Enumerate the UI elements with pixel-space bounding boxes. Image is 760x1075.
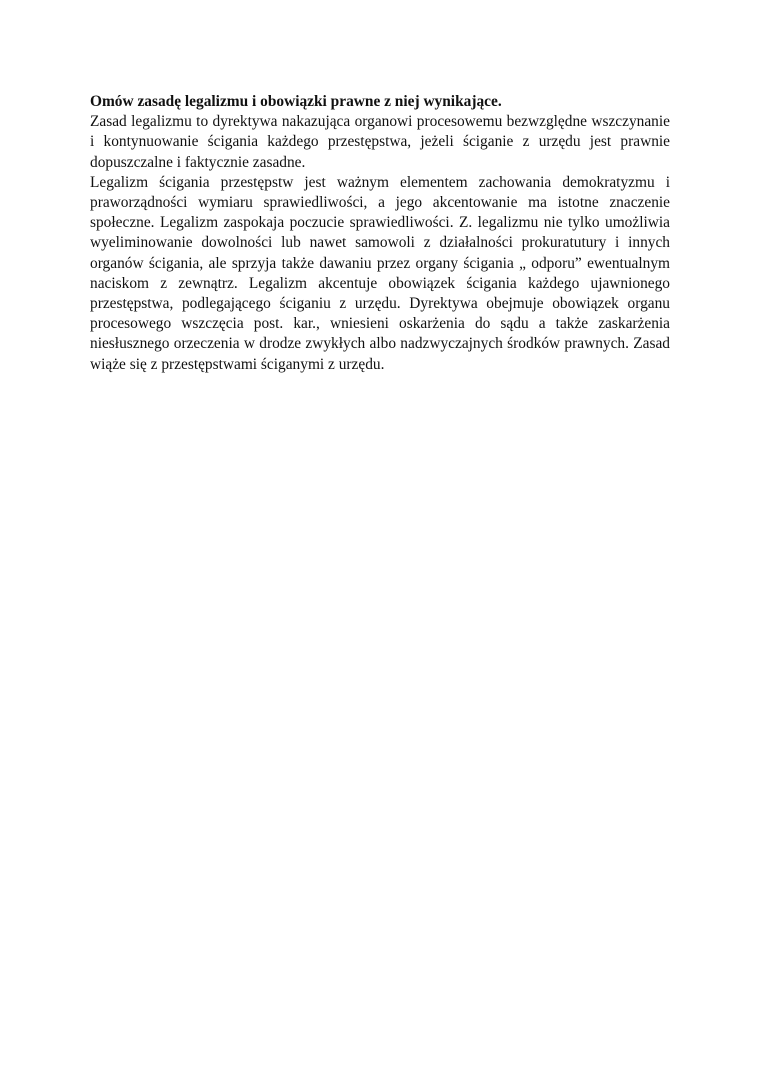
document-heading: Omów zasadę legalizmu i obowiązki prawne z niej wynikające. (90, 93, 502, 110)
paragraph-definition: Zasad legalizmu to dyrektywa nakazująca organowi procesowemu bezwzględne wszczynanie i kontynuowanie ścigania każdego przestępstwa, jeżeli ściganie z urzędu jest prawnie dopuszczalne i faktycznie zasadne. (90, 113, 670, 171)
document-body (90, 92, 670, 375)
paragraph-significance: Legalizm ścigania przestępstw jest ważnym elementem zachowania demokratyzmu i praworządności wymiaru sprawiedliwości, a jego akcentowanie ma istotne znaczenie społeczne. Legalizm zaspokaja poczucie sprawiedliwości. Z. legalizmu nie tylko umożliwia wyeliminowanie dowolności lub nawet samowoli z działalności prokuratutury i innych organów ścigania, ale sprzyja także dawaniu przez organy ścigania „ odporu” ewentualnym naciskom z zewnątrz. Legalizm akcentuje obowiązek ścigania każdego ujawnionego przestępstwa, podlegającego ściganiu z urzędu. Dyrektywa obejmuje obowiązek organu procesowego wszczęcia post. kar., wniesieni oskarżenia do sądu a także zaskarżenia niesłusznego orzeczenia w drodze zwykłych albo nadzwyczajnych środków prawnych. Zasad wiąże się z przestępstwami ściganymi z urzędu. (90, 173, 670, 373)
